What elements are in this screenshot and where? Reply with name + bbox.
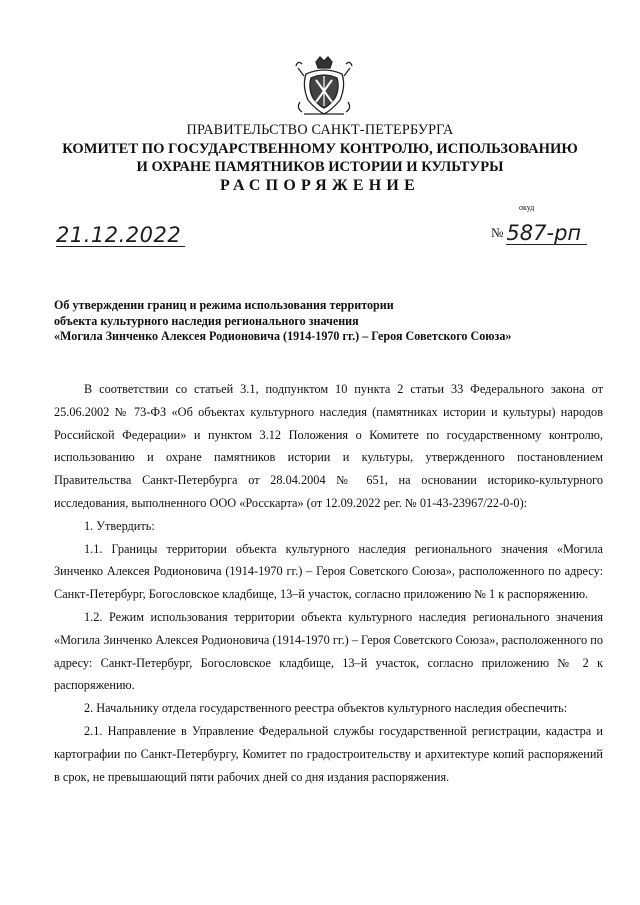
handwritten-number: 587-рп bbox=[506, 222, 587, 245]
document-body bbox=[54, 378, 603, 788]
body-paragraph-item-2-1: 2.1. Направление в Управление Федеральной службы государственной регистрации, кадастра и картографии по Санкт-Петербургу, Комитет по градостроительству и архитектуре копий распоряжений в срок, не превышающий пяти рабочих дней со дня издания распоряжения. bbox=[54, 723, 603, 784]
subject-line: объекта культурного наследия регионального значения bbox=[54, 313, 359, 328]
subject-line: Об утверждении границ и режима использования территории bbox=[54, 298, 394, 312]
document-number bbox=[491, 222, 587, 245]
body-paragraph-item-2: 2. Начальнику отдела государственного реестра объектов культурного наследия обеспечить: bbox=[84, 701, 568, 716]
body-paragraph-item-1-2: 1.2. Режим использования территории объекта культурного наследия регионального значения «Могила Зинченко Алексея Родионовича (1914-1970 гг.) – Героя Советского Союза», расположенного по адресу: Санкт-Петербург, Богословское кладбище, 13–й участок, согласно приложению № 2 к распоряжению. bbox=[54, 609, 603, 693]
coat-of-arms-icon bbox=[294, 56, 354, 118]
okud-label: окуд bbox=[519, 203, 535, 212]
body-paragraph-item-1-1: 1.1. Границы территории объекта культурного наследия регионального значения «Могила Зинченко Алексея Родионовича (1914-1970 гг.) – Героя Советского Союза», расположенного по адресу: Санкт-Петербург, Богословское кладбище, 13–й участок, согласно приложению № 1 к распоряжению. bbox=[54, 541, 603, 602]
body-paragraph-preamble: В соответствии со статьей 3.1, подпунктом 10 пункта 2 статьи 33 Федерального закона от 25.06.2002 № 73-ФЗ «Об объектах культурного наследия (памятниках истории и культуры) народов Российской Федерации» и пунктом 3.12 Положения о Комитете по государственному контролю, использованию и охране памятников истории и культуры, утвержденного постановлением Правительства Санкт-Петербурга от 28.04.2004 № 651, на основании историко-культурного исследования, выполненного ООО «Росскарта» (от 12.09.2022 рег. № 01-43-23967/22-0-0): bbox=[54, 382, 603, 510]
government-name: ПРАВИТЕЛЬСТВО САНКТ-ПЕТЕРБУРГА bbox=[186, 122, 454, 138]
subject-heading bbox=[54, 298, 614, 345]
number-sign: № bbox=[491, 225, 504, 240]
subject-line: «Могила Зинченко Алексея Родионовича (1914-1970 гг.) – Героя Советского Союза» bbox=[54, 329, 512, 343]
handwritten-date: 21.12.2022 bbox=[56, 224, 185, 247]
document-type-title: РАСПОРЯЖЕНИЕ bbox=[220, 177, 420, 194]
body-paragraph-item-1: 1. Утвердить: bbox=[84, 518, 155, 533]
committee-name-line-1: КОМИТЕТ ПО ГОСУДАРСТВЕННОМУ КОНТРОЛЮ, ИСПОЛЬЗОВАНИЮ bbox=[62, 141, 578, 157]
committee-name-line-2: И ОХРАНЕ ПАМЯТНИКОВ ИСТОРИИ И КУЛЬТУРЫ bbox=[136, 159, 504, 175]
